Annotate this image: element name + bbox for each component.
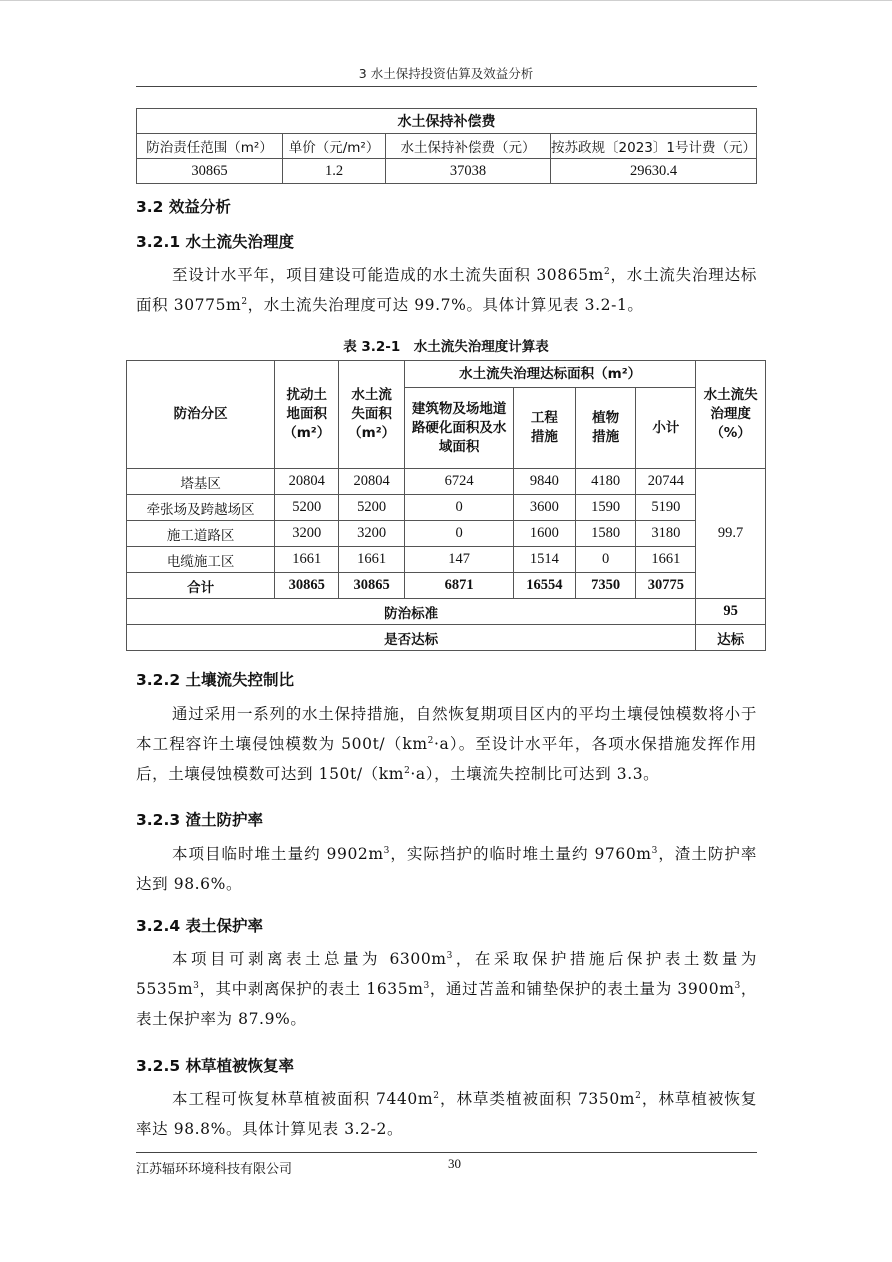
table-cell: 0 [405, 521, 514, 547]
page-top-border [0, 0, 892, 1]
total-cell: 30865 [275, 573, 339, 599]
section-heading-3-2-1: 3.2.1 水土流失治理度 [136, 233, 295, 251]
paragraph-3-2-4: 本项目可剥离表土总量为 $6300m^3$，在采取保护措施后保护表土数量为 $5535m^3$，其中剥离保护的表土 $1635m^3$，通过苫盖和铺垫保护的表土量为 $3900m^3$，表土保护率为 87.9%。 [136, 950, 757, 1028]
table-cell: 1590 [575, 495, 636, 521]
total-row-label: 合计 [127, 573, 275, 599]
value-cell: 37038 [385, 159, 550, 184]
table-cell: 0 [575, 547, 636, 573]
table-cell: 147 [405, 547, 514, 573]
table-row-zone: 牵张场及跨越场区 [127, 495, 275, 521]
table-cell: 20744 [636, 469, 696, 495]
table-cell: 3600 [514, 495, 576, 521]
standard-value: 95 [696, 599, 766, 625]
value-cell: 29630.4 [551, 159, 757, 184]
value-cell: 30865 [137, 159, 283, 184]
reached-value: 达标 [696, 625, 766, 651]
header-disturbed-area: 扰动土地面积（m²） [275, 361, 339, 469]
table-cell: 20804 [339, 469, 405, 495]
header-subtotal: 小计 [636, 388, 696, 469]
header-rule [136, 86, 757, 87]
table-cell: 1661 [636, 547, 696, 573]
table-cell: 3200 [339, 521, 405, 547]
page-number: 30 [448, 1156, 461, 1171]
section-heading-3-2-5: 3.2.5 林草植被恢复率 [136, 1057, 295, 1075]
table-cell: 20804 [275, 469, 339, 495]
header-cell: 按苏政规〔2023〕1号计费（元） [551, 134, 757, 159]
section-heading-3-2-3: 3.2.3 渣土防护率 [136, 811, 264, 829]
table-cell: 1661 [339, 547, 405, 573]
header-zone: 防治分区 [127, 361, 275, 469]
table-cell: 6724 [405, 469, 514, 495]
total-cell: 16554 [514, 573, 576, 599]
section-heading-3-2: 3.2 效益分析 [136, 198, 231, 216]
compensation-table-title: 水土保持补偿费 [137, 109, 757, 134]
table-cell: 1580 [575, 521, 636, 547]
paragraph-3-2-1: 至设计水平年，项目建设可能造成的水土流失面积 $30865m^2$，水土流失治理达标面积 $30775m^2$，水土流失治理度可达 99.7%。具体计算见表 3.2-1。 [136, 266, 757, 314]
control-degree-value: 99.7 [696, 469, 766, 599]
section-heading-3-2-4: 3.2.4 表土保护率 [136, 917, 264, 935]
table-cell: 0 [405, 495, 514, 521]
total-cell: 30865 [339, 573, 405, 599]
erosion-control-table [126, 360, 766, 651]
table-row-zone: 施工道路区 [127, 521, 275, 547]
header-cell: 水土保持补偿费（元） [385, 134, 550, 159]
table-cell: 5200 [339, 495, 405, 521]
table-row-zone: 电缆施工区 [127, 547, 275, 573]
standard-label: 防治标准 [127, 599, 696, 625]
total-cell: 6871 [405, 573, 514, 599]
running-header: 3 水土保持投资估算及效益分析 [358, 66, 534, 81]
table-cell: 5200 [275, 495, 339, 521]
compensation-fee-table [136, 108, 757, 184]
table-cell: 3200 [275, 521, 339, 547]
table-cell: 4180 [575, 469, 636, 495]
table-caption: 表 3.2-1 水土流失治理度计算表 [343, 339, 549, 355]
header-standard-area-group: 水土流失治理达标面积（m²） [405, 361, 696, 388]
section-heading-3-2-2: 3.2.2 土壤流失控制比 [136, 671, 295, 689]
table-cell: 9840 [514, 469, 576, 495]
total-cell: 30775 [636, 573, 696, 599]
table-cell: 1661 [275, 547, 339, 573]
paragraph-3-2-3: 本项目临时堆土量约 $9902m^3$，实际挡护的临时堆土量约 $9760m^3$，渣土防护率达到 98.6%。 [136, 845, 757, 893]
header-building-area: 建筑物及场地道路硬化面积及水域面积 [405, 388, 514, 469]
header-engineering: 工程措施 [514, 388, 576, 469]
table-cell: 1514 [514, 547, 576, 573]
header-loss-area: 水土流失面积（m²） [339, 361, 405, 469]
header-control-degree: 水土流失治理度（%） [696, 361, 766, 469]
table-row-zone: 塔基区 [127, 469, 275, 495]
table-cell: 1600 [514, 521, 576, 547]
table-cell: 3180 [636, 521, 696, 547]
paragraph-3-2-2: 通过采用一系列的水土保持措施，自然恢复期项目区内的平均土壤侵蚀模数将小于本工程容许土壤侵蚀模数为 $500t/(km^2\cdot a)$。至设计水平年，各项水保措施发挥作用后，土壤侵蚀模数可达到 $150t/(km^2\cdot a)$，土壤流失控制比可达到 3.3。 [136, 705, 757, 783]
paragraph-3-2-5: 本工程可恢复林草植被面积 $7440m^2$，林草类植被面积 $7350m^2$，林草植被恢复率达 98.8%。具体计算见表 3.2-2。 [136, 1090, 758, 1138]
reached-label: 是否达标 [127, 625, 696, 651]
header-plant: 植物措施 [575, 388, 636, 469]
footer-rule [136, 1152, 757, 1153]
value-cell: 1.2 [283, 159, 386, 184]
footer-company: 江苏辐环环境科技有限公司 [136, 1162, 293, 1177]
header-cell: 单价（元/m²） [283, 134, 386, 159]
table-cell: 5190 [636, 495, 696, 521]
header-cell: 防治责任范围（m²） [137, 134, 283, 159]
total-cell: 7350 [575, 573, 636, 599]
